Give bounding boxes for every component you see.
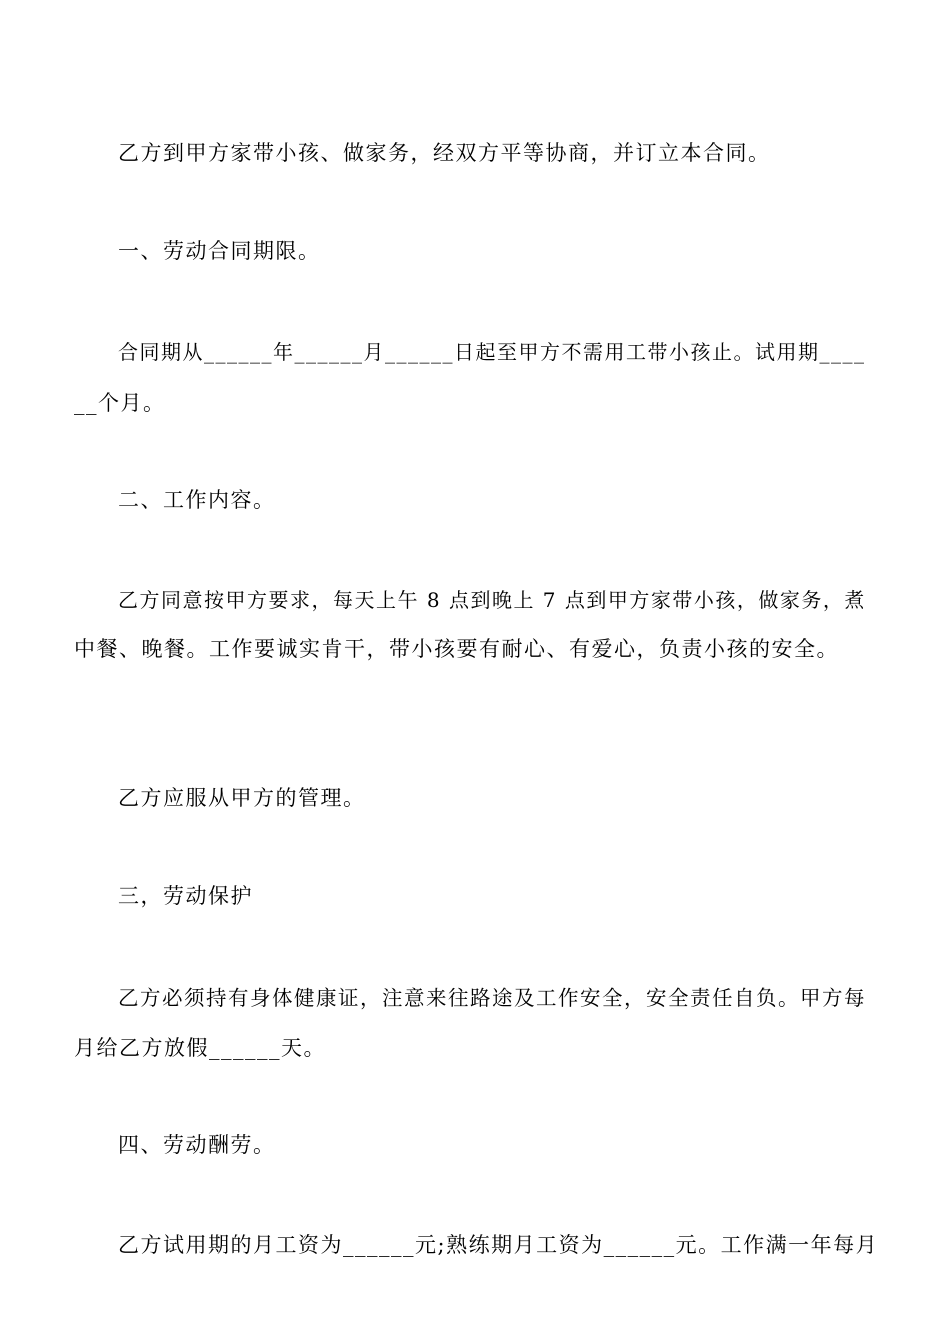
labor-protection-line-1: 乙方必须持有身体健康证，注意来往路途及工作安全，安全责任自负。甲方每 <box>118 986 866 1010</box>
contract-term-line-2: __个月。 <box>74 391 166 415</box>
section-heading-remuneration: 四、劳动酬劳。 <box>118 1133 276 1157</box>
remuneration-line-1: 乙方试用期的月工资为______元;熟练期月工资为______元。工作满一年每月 <box>118 1233 879 1257</box>
section-heading-contract-term: 一、劳动合同期限。 <box>118 239 321 263</box>
section-heading-labor-protection: 三，劳动保护 <box>118 884 253 908</box>
management-paragraph: 乙方应服从甲方的管理。 <box>118 786 366 810</box>
work-content-line-2: 中餐、晚餐。工作要诚实肯干，带小孩要有耐心、有爱心，负责小孩的安全。 <box>74 637 839 661</box>
intro-paragraph: 乙方到甲方家带小孩、做家务，经双方平等协商，并订立本合同。 <box>118 141 771 165</box>
contract-term-line-1: 合同期从______年______月______日起至甲方不需用工带小孩止。试用期____ <box>118 340 866 364</box>
work-content-line-1: 乙方同意按甲方要求，每天上午 8 点到晚上 7 点到甲方家带小孩，做家务，煮 <box>118 588 866 612</box>
labor-protection-line-2: 月给乙方放假______天。 <box>74 1036 326 1060</box>
section-heading-work-content: 二、工作内容。 <box>118 488 276 512</box>
